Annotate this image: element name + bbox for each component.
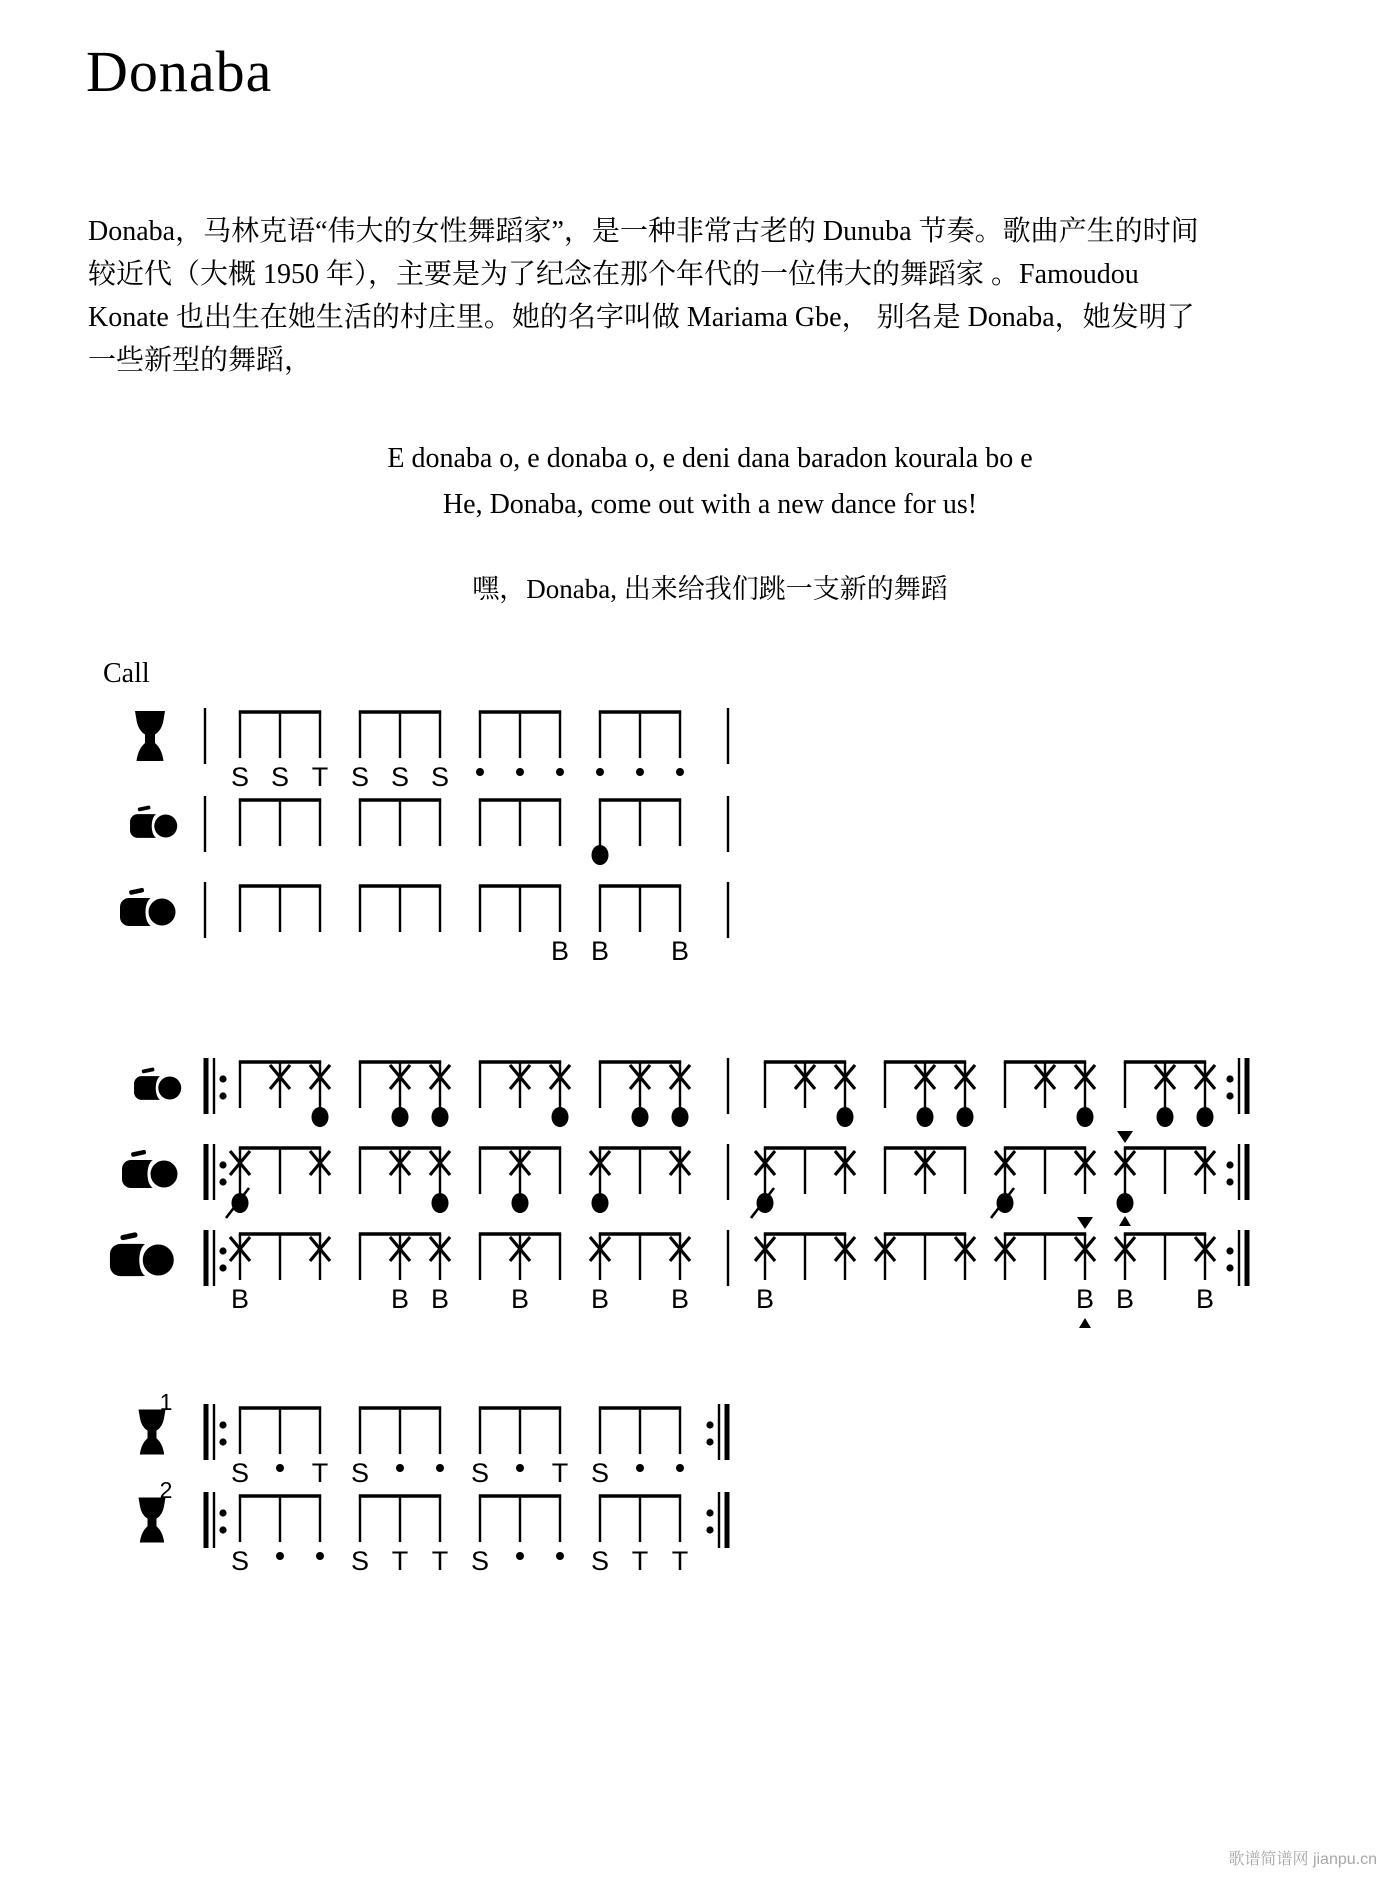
svg-text:S: S	[230, 1458, 250, 1488]
notation-row-dunun-large	[110, 1217, 1247, 1328]
svg-text:T: T	[551, 1458, 569, 1488]
svg-text:1: 1	[159, 1389, 173, 1415]
svg-text:T: T	[671, 1546, 689, 1576]
svg-text:B: B	[1195, 1284, 1215, 1314]
svg-text:T: T	[431, 1546, 449, 1576]
notation-row-dunun-small	[134, 1058, 1247, 1127]
intro-line: Konate 也出生在她生活的村庄里。她的名字叫做 Mariama Gbe， 别名是 Donaba，她发明了	[88, 302, 1195, 333]
svg-text:T: T	[631, 1546, 649, 1576]
svg-text:S: S	[350, 762, 370, 792]
svg-text:B: B	[230, 1284, 250, 1314]
lyric-line-english: He, Donaba, come out with a new dance for us!	[442, 489, 978, 520]
intro-line: 一些新型的舞蹈，	[88, 345, 313, 376]
svg-text:T: T	[391, 1546, 409, 1576]
svg-text:B: B	[670, 1284, 690, 1314]
svg-text:T: T	[311, 762, 329, 792]
dunun-icon	[122, 1150, 178, 1188]
svg-text:S: S	[390, 762, 410, 792]
djembe-icon	[135, 711, 165, 761]
notation-row-dunun-large	[120, 882, 728, 966]
svg-text:T: T	[311, 1458, 329, 1488]
svg-text:S: S	[590, 1546, 610, 1576]
svg-text:B: B	[1075, 1284, 1095, 1314]
svg-text:2: 2	[159, 1477, 173, 1503]
notation-row-dunun-medium	[122, 1131, 1247, 1226]
svg-text:S: S	[470, 1458, 490, 1488]
svg-text:B: B	[430, 1284, 450, 1314]
watermark: 歌谱简谱网 jianpu.cn	[1228, 1851, 1377, 1868]
svg-text:S: S	[430, 762, 450, 792]
svg-text:B: B	[590, 936, 610, 966]
page-title: Donaba	[86, 39, 273, 104]
dunun-icon	[120, 888, 176, 926]
lyric-line-original: E donaba o, e donaba o, e deni dana baradon kourala bo e	[387, 443, 1033, 474]
notation-section-endings	[139, 1389, 728, 1576]
lyric-line-chinese: 嘿，Donaba, 出来给我们跳一支新的舞蹈	[472, 574, 948, 604]
svg-text:B: B	[755, 1284, 775, 1314]
notation-section-call	[120, 708, 728, 966]
svg-text:B: B	[510, 1284, 530, 1314]
dunun-icon	[130, 805, 177, 838]
notation-row-dunun-small	[130, 796, 728, 865]
notation-section-main-pattern	[110, 1058, 1247, 1328]
svg-text:S: S	[590, 1458, 610, 1488]
svg-text:B: B	[550, 936, 570, 966]
dunun-icon	[110, 1232, 174, 1276]
svg-text:S: S	[350, 1458, 370, 1488]
svg-text:B: B	[670, 936, 690, 966]
notation-row-djembe	[135, 708, 728, 792]
svg-text:S: S	[230, 1546, 250, 1576]
svg-text:S: S	[230, 762, 250, 792]
svg-text:B: B	[390, 1284, 410, 1314]
svg-text:S: S	[470, 1546, 490, 1576]
svg-text:B: B	[590, 1284, 610, 1314]
dunun-icon	[134, 1067, 181, 1100]
svg-text:B: B	[1115, 1284, 1135, 1314]
djembe-icon	[139, 1498, 166, 1543]
notation-row-djembe	[139, 1389, 728, 1488]
intro-line: Donaba，马林克语“伟大的女性舞蹈家”，是一种非常古老的 Dunuba 节奏。歌曲产生的时间	[88, 216, 1199, 247]
djembe-icon	[139, 1410, 166, 1455]
call-label: Call	[103, 658, 150, 689]
intro-line: 较近代（大概 1950 年），主要是为了纪念在那个年代的一位伟大的舞蹈家 。Famoudou	[88, 259, 1139, 290]
notation-row-djembe	[139, 1477, 728, 1576]
svg-text:S: S	[350, 1546, 370, 1576]
svg-text:S: S	[270, 762, 290, 792]
